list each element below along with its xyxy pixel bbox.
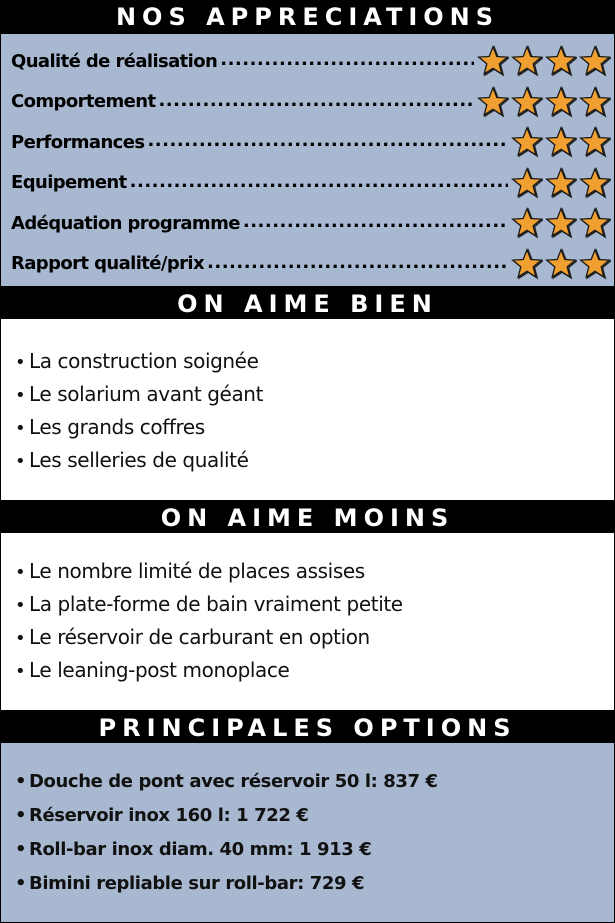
- aime-moins-item: [15, 555, 403, 588]
- star-icon: [511, 167, 543, 199]
- dot-leader: [130, 172, 508, 194]
- bullet-icon: •: [15, 595, 26, 616]
- bullet-icon: •: [15, 661, 26, 682]
- rating-label: Performances: [11, 131, 145, 153]
- star-icon: [579, 86, 611, 118]
- star-icon: [579, 126, 611, 158]
- rating-label: Qualité de réalisation: [11, 50, 218, 72]
- options-list: [15, 765, 438, 901]
- option-item: [15, 765, 438, 799]
- options-panel: [1, 743, 614, 922]
- rating-row: [11, 203, 611, 243]
- star-icon: [511, 86, 543, 118]
- list-item-text: La construction soignée: [29, 349, 259, 373]
- options-header: [1, 710, 614, 743]
- list-item-text: Le leaning-post monoplace: [29, 658, 290, 682]
- option-item: [15, 833, 438, 867]
- aime-bien-item: [15, 444, 263, 477]
- star-icon: [511, 207, 543, 239]
- rating-label: Adéquation programme: [11, 212, 240, 234]
- aime-bien-panel: [1, 319, 614, 499]
- dot-leader: [207, 253, 508, 275]
- dot-leader: [158, 91, 474, 113]
- dot-leader: [220, 50, 474, 72]
- aime-bien-item: [15, 411, 263, 444]
- star-icon: [579, 45, 611, 77]
- rating-label: Rapport qualité/prix: [11, 253, 205, 274]
- rating-stars: [477, 86, 611, 118]
- star-icon: [477, 45, 509, 77]
- list-item-text: Le réservoir de carburant en option: [29, 625, 370, 649]
- option-item: [15, 799, 438, 833]
- star-icon: [511, 126, 543, 158]
- list-item-text: Douche de pont avec réservoir 50 l: 837 €: [29, 771, 438, 792]
- star-icon: [545, 126, 577, 158]
- rating-stars: [477, 45, 611, 77]
- list-item-text: Les grands coffres: [29, 415, 205, 439]
- rating-row: [11, 41, 611, 81]
- aime-bien-list: [15, 345, 263, 477]
- rating-row: [11, 163, 611, 203]
- rating-row: [11, 122, 611, 162]
- appreciations-header: [1, 1, 614, 34]
- aime-moins-panel: [1, 533, 614, 710]
- rating-row: [11, 244, 611, 284]
- options-title: PRINCIPALES OPTIONS: [98, 714, 517, 742]
- rating-row: [11, 82, 611, 122]
- star-icon: [545, 207, 577, 239]
- rating-stars: [511, 126, 611, 158]
- bullet-icon: •: [15, 451, 26, 472]
- list-item-text: Le solarium avant géant: [29, 382, 264, 406]
- star-icon: [511, 45, 543, 77]
- rating-stars: [511, 207, 611, 239]
- bullet-icon: •: [15, 771, 27, 792]
- star-icon: [545, 86, 577, 118]
- star-icon: [477, 86, 509, 118]
- aime-bien-title: ON AIME BIEN: [177, 290, 438, 318]
- bullet-icon: •: [15, 839, 27, 860]
- star-icon: [545, 248, 577, 280]
- aime-moins-list: [15, 555, 403, 687]
- option-item: [15, 867, 438, 901]
- bullet-icon: •: [15, 873, 27, 894]
- star-icon: [579, 207, 611, 239]
- dot-leader: [147, 131, 508, 153]
- aime-moins-item: [15, 654, 403, 687]
- list-item-text: Les selleries de qualité: [29, 448, 249, 472]
- rating-label: Equipement: [11, 172, 127, 193]
- star-icon: [579, 167, 611, 199]
- star-icon: [579, 248, 611, 280]
- bullet-icon: •: [15, 385, 26, 406]
- list-item-text: Bimini repliable sur roll-bar: 729 €: [29, 873, 365, 894]
- star-icon: [545, 45, 577, 77]
- aime-bien-item: [15, 378, 263, 411]
- rating-stars: [511, 248, 611, 280]
- aime-moins-item: [15, 588, 403, 621]
- aime-moins-item: [15, 621, 403, 654]
- bullet-icon: •: [15, 418, 26, 439]
- rating-label: Comportement: [11, 91, 156, 112]
- bullet-icon: •: [15, 805, 27, 826]
- bullet-icon: •: [15, 352, 26, 373]
- list-item-text: Roll-bar inox diam. 40 mm: 1 913 €: [29, 839, 372, 860]
- dot-leader: [243, 212, 508, 234]
- bullet-icon: •: [15, 562, 26, 583]
- aime-bien-item: [15, 345, 263, 378]
- aime-moins-header: [1, 500, 614, 533]
- bullet-icon: •: [15, 628, 26, 649]
- list-item-text: Le nombre limité de places assises: [29, 559, 365, 583]
- star-icon: [545, 167, 577, 199]
- list-item-text: La plate-forme de bain vraiment petite: [29, 592, 403, 616]
- aime-moins-title: ON AIME MOINS: [160, 504, 455, 532]
- appreciations-title: NOS APPRECIATIONS: [115, 3, 500, 31]
- rating-stars: [511, 167, 611, 199]
- list-item-text: Réservoir inox 160 l: 1 722 €: [29, 805, 309, 826]
- aime-bien-header: [1, 286, 614, 319]
- star-icon: [511, 248, 543, 280]
